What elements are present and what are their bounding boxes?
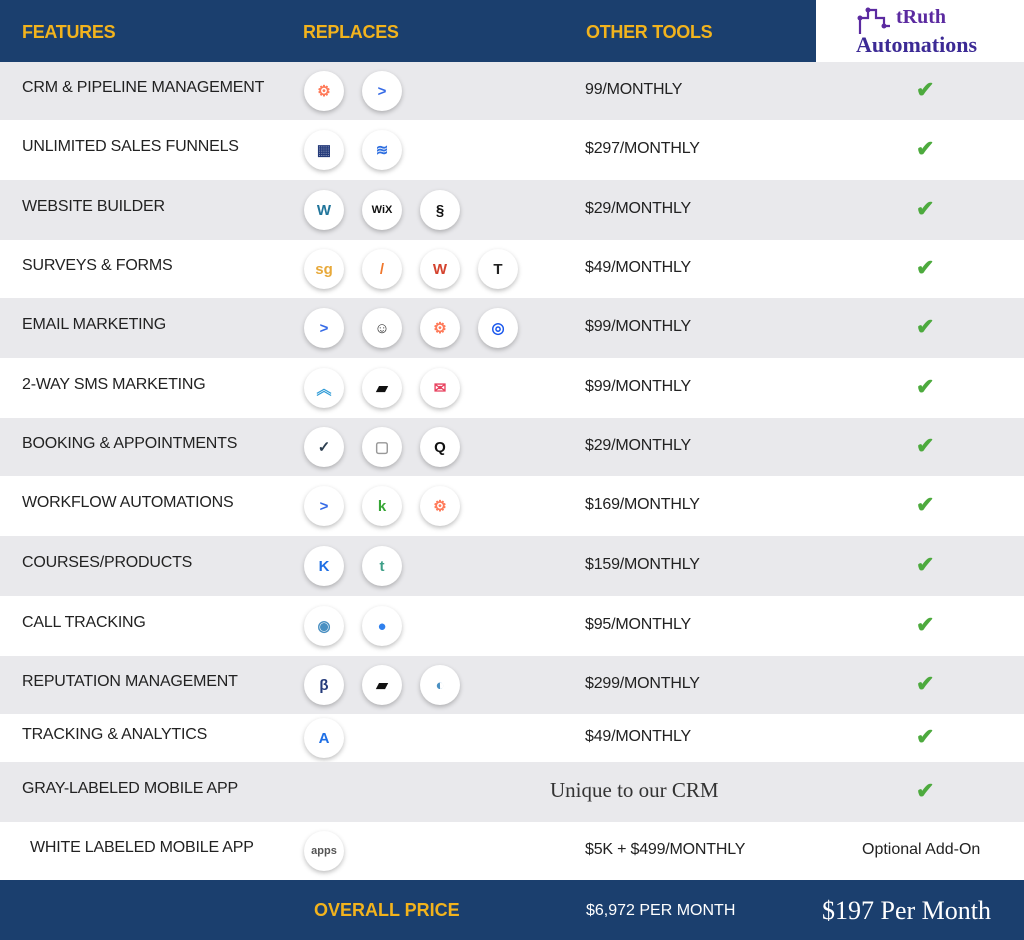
other-tools-price: $99/MONTHLY — [585, 318, 691, 335]
replaced-tools-icons — [304, 665, 460, 705]
table-row — [0, 762, 1024, 822]
logo-wordmark-top: tRuth — [896, 6, 947, 28]
replaced-tools-icons — [304, 427, 460, 467]
typeform-icon: T — [478, 249, 518, 289]
included-check-icon: ✔ — [916, 196, 935, 221]
included-check-icon: ✔ — [916, 778, 935, 803]
table-row — [0, 714, 1024, 762]
included-check-icon: ✔ — [916, 136, 935, 161]
other-tools-price: $49/MONTHLY — [585, 728, 691, 745]
jotform-icon: / — [362, 249, 402, 289]
replaced-tools-icons — [304, 368, 460, 408]
table-footer — [0, 880, 1024, 940]
mailchimp-icon: ☺ — [362, 308, 402, 348]
table-row — [0, 240, 1024, 298]
included-check-icon: ✔ — [916, 671, 935, 696]
squarespace-icon: § — [420, 190, 460, 230]
included-check-icon: ✔ — [916, 552, 935, 577]
other-tools-price: $29/MONTHLY — [585, 437, 691, 454]
included-check-icon: ✔ — [916, 77, 935, 102]
feature-name: GRAY-LABELED MOBILE APP — [22, 780, 238, 797]
clickfunnels-icon: ▦ — [304, 130, 344, 170]
other-tools-price: $49/MONTHLY — [585, 259, 691, 276]
wordpress-icon: W — [304, 190, 344, 230]
table-row — [0, 536, 1024, 596]
podium-icon: ▰ — [362, 665, 402, 705]
location-pin-icon: ● — [362, 606, 402, 646]
overall-price-label: OVERALL PRICE — [314, 900, 460, 920]
replaced-tools-icons — [304, 308, 518, 348]
hubspot-icon: ⚙ — [420, 308, 460, 348]
constant-contact-icon: ◎ — [478, 308, 518, 348]
replaced-tools-icons — [304, 249, 518, 289]
hubspot-icon: ⚙ — [420, 486, 460, 526]
brand-logo — [816, 0, 1024, 66]
podium-icon: ▰ — [362, 368, 402, 408]
table-row — [0, 298, 1024, 358]
birdeye-icon: β — [304, 665, 344, 705]
feature-name: WHITE LABELED MOBILE APP — [30, 839, 254, 856]
activecampaign-icon: > — [362, 71, 402, 111]
other-tools-price: $5K + $499/MONTHLY — [585, 841, 746, 858]
table-row — [0, 358, 1024, 418]
surveygizmo-icon: sg — [304, 249, 344, 289]
unique-feature-note: Unique to our CRM — [550, 778, 719, 802]
replaced-tools-icons — [304, 831, 344, 871]
replaced-tools-icons — [304, 718, 344, 758]
included-check-icon: ✔ — [916, 374, 935, 399]
kajabi-icon: K — [304, 546, 344, 586]
business-apps-icon: apps — [304, 831, 344, 871]
replaces-column-header: REPLACES — [303, 22, 399, 42]
feature-name: BOOKING & APPOINTMENTS — [22, 435, 238, 452]
analytics-icon: A — [304, 718, 344, 758]
other-tools-price: 99/MONTHLY — [585, 81, 683, 98]
optional-addon-label: Optional Add-On — [862, 841, 981, 858]
replaced-tools-icons — [304, 130, 402, 170]
feature-name: WORKFLOW AUTOMATIONS — [22, 494, 234, 511]
included-check-icon: ✔ — [916, 314, 935, 339]
grade-us-icon: ◐ — [420, 665, 460, 705]
feature-name: WEBSITE BUILDER — [22, 198, 165, 215]
teachable-icon: t — [362, 546, 402, 586]
other-tools-price: $95/MONTHLY — [585, 616, 691, 633]
table-row — [0, 180, 1024, 240]
feature-name: CALL TRACKING — [22, 614, 146, 631]
table-row — [0, 476, 1024, 536]
feature-name: TRACKING & ANALYTICS — [22, 726, 208, 743]
wufoo-icon: W — [420, 249, 460, 289]
acuity-icon: ✓ — [304, 427, 344, 467]
wix-icon: WiX — [362, 190, 402, 230]
feature-name: COURSES/PRODUCTS — [22, 554, 193, 571]
other-tools-price: $159/MONTHLY — [585, 556, 700, 573]
other-tools-column-header: OTHER TOOLS — [586, 22, 713, 42]
included-check-icon: ✔ — [916, 492, 935, 517]
hubspot-icon: ⚙ — [304, 71, 344, 111]
other-tools-price: $299/MONTHLY — [585, 675, 700, 692]
table-row — [0, 120, 1024, 180]
other-tools-price: $297/MONTHLY — [585, 140, 700, 157]
calendar-icon: ▢ — [362, 427, 402, 467]
logo-wordmark-bottom: Automations — [856, 32, 978, 57]
feature-name: CRM & PIPELINE MANAGEMENT — [22, 79, 265, 96]
our-total-price: $197 Per Month — [822, 896, 991, 925]
other-tools-price: $29/MONTHLY — [585, 200, 691, 217]
features-column-header: FEATURES — [22, 22, 116, 42]
table-row — [0, 656, 1024, 714]
replaced-tools-icons — [304, 546, 402, 586]
table-row — [0, 596, 1024, 656]
sendinblue-icon: ︽ — [304, 368, 344, 408]
feature-name: REPUTATION MANAGEMENT — [22, 673, 238, 690]
other-tools-total-price: $6,972 PER MONTH — [586, 902, 736, 919]
replaced-tools-icons — [304, 71, 402, 111]
callrail-icon: ◉ — [304, 606, 344, 646]
table-row — [0, 62, 1024, 120]
feature-name: 2-WAY SMS MARKETING — [22, 376, 206, 393]
textmagic-icon: ✉ — [420, 368, 460, 408]
keap-icon: k — [362, 486, 402, 526]
activecampaign-icon: > — [304, 486, 344, 526]
included-check-icon: ✔ — [916, 255, 935, 280]
activecampaign-icon: > — [304, 308, 344, 348]
other-tools-price: $99/MONTHLY — [585, 378, 691, 395]
included-check-icon: ✔ — [916, 612, 935, 637]
replaced-tools-icons — [304, 606, 402, 646]
feature-name: SURVEYS & FORMS — [22, 257, 173, 274]
feature-name: UNLIMITED SALES FUNNELS — [22, 138, 239, 155]
feature-name: EMAIL MARKETING — [22, 316, 166, 333]
table-row — [0, 418, 1024, 476]
replaced-tools-icons — [304, 486, 460, 526]
table-row — [0, 822, 1024, 880]
replaced-tools-icons — [304, 190, 460, 230]
included-check-icon: ✔ — [916, 433, 935, 458]
leadpages-icon: ≋ — [362, 130, 402, 170]
included-check-icon: ✔ — [916, 724, 935, 749]
qualified-icon: Q — [420, 427, 460, 467]
other-tools-price: $169/MONTHLY — [585, 496, 700, 513]
